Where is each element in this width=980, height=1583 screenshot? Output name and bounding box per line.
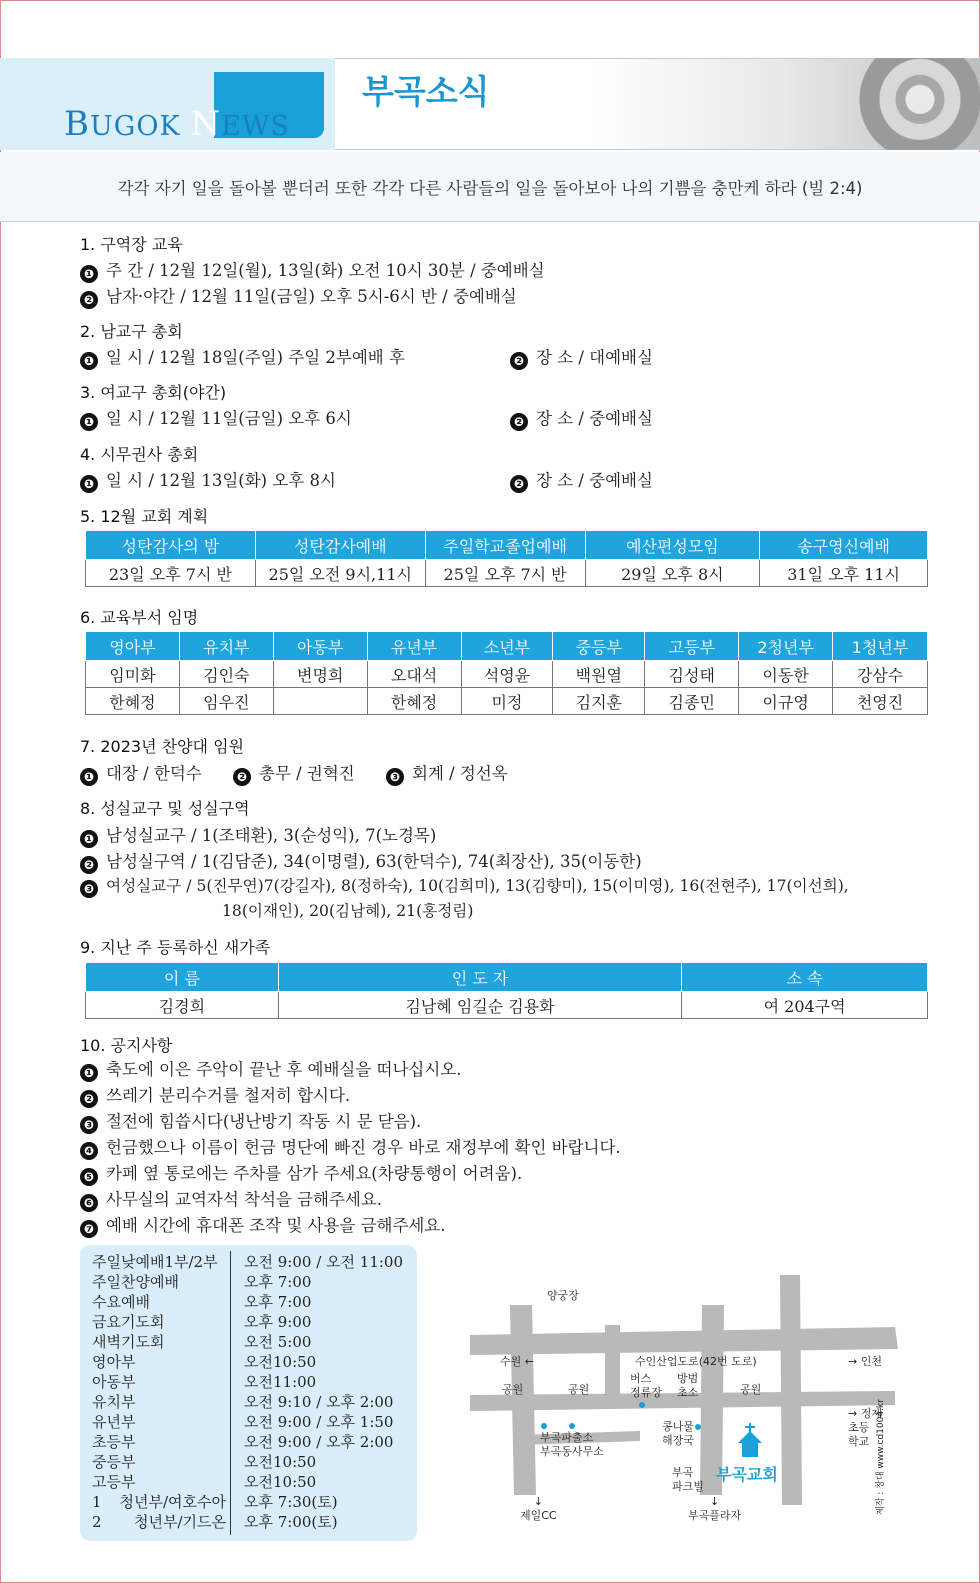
connector-road: [605, 1325, 620, 1395]
table-header-row: [86, 632, 928, 661]
december-plan-table: [85, 530, 928, 587]
section-8-line-2: ❷ 남성실구역 / 1(김담준), 34(이명렬), 63(한덕수), 74(최장산), 35(이동한): [80, 848, 642, 874]
section-2-line-2: ❷ 장 소 / 대예배실: [510, 344, 653, 370]
table-header-cell: 2청년부: [739, 632, 833, 661]
table-header-cell: 성탄감사예배: [255, 531, 425, 560]
table-header-cell: 1청년부: [833, 632, 928, 661]
section-2-line-1: ❶ 일 시 / 12월 18일(주일) 주일 2부예배 후: [80, 344, 405, 370]
section-8-line-4: 18(이재인), 20(김남혜), 21(홍정림): [222, 902, 474, 920]
table-cell: 임우진: [179, 688, 273, 715]
table-cell: 김경희: [86, 992, 279, 1019]
section-10-title: 10. 공지사항: [80, 1036, 173, 1055]
notice-item: ❶ 축도에 이은 주악이 끝난 후 예배실을 떠나십시오.: [80, 1056, 462, 1082]
map-label: 부곡 파크빌: [672, 1466, 704, 1493]
education-dept-table: [85, 631, 928, 715]
section-8-line-3: ❸ 여성실교구 / 5(진무연)7(강길자), 8(정하숙), 10(김희미), 13(김향미), 15(이미영), 16(전현주), 17(이선희),: [80, 874, 849, 898]
map-label: 부곡파출소 부곡동사무소: [540, 1431, 604, 1458]
table-row: [86, 688, 928, 715]
map-label: 공원: [568, 1383, 590, 1396]
section-1-line-1: ❶ 주 간 / 12월 12일(월), 13일(화) 오전 10시 30분 / 중예배실: [80, 257, 545, 283]
table-cell: 김성태: [645, 661, 739, 688]
notice-item: ❼ 예배 시간에 휴대폰 조작 및 사용을 금해주세요.: [80, 1212, 446, 1238]
table-header-cell: 고등부: [645, 632, 739, 661]
table-header-cell: 소년부: [461, 632, 553, 661]
map-label: → 인천: [848, 1355, 882, 1368]
table-cell: 임미화: [86, 661, 180, 688]
section-1-line-2: ❷ 남자·야간 / 12월 11일(금일) 오후 5시-6시 반 / 중예배실: [80, 283, 517, 309]
notice-item: ❹ 헌금했으나 이름이 헌금 명단에 빠진 경우 바로 재정부에 확인 바랍니다.: [80, 1134, 621, 1160]
notice-item: ❺ 카페 옆 통로에는 주차를 삼가 주세요(차량통행이 어려움).: [80, 1160, 522, 1186]
table-cell: 여 204구역: [682, 992, 928, 1019]
right-road: [780, 1275, 802, 1505]
table-cell: 변명희: [273, 661, 367, 688]
table-header-cell: 주일학교졸업예배: [425, 531, 585, 560]
table-header-cell: 인 도 자: [278, 963, 682, 992]
worship-schedule-box: 주일낮예배1부/2부 오전 9:00 / 오전 11:00 주일찬양예배 오후 7:00 수요예배 오후 7:00 금요기도회 오후 9:00 새벽기도회 오전 5:00 영아부 오전10:50 아동부 오전11:00 유치부 오전 9:10 / 오후 2:00 유년부 오전 9:00 / 오후 1:50 초등부 오전 9:00 / 오후 2:00 중등부 오전10:50 고등부 오전10:50 1 청년부/여호수아 오후 7:30(토) 2 청년부/기드온 오후 7:00(토): [80, 1245, 417, 1541]
section-9-title: 9. 지난 주 등록하신 새가족: [80, 938, 271, 957]
police-dot: [541, 1423, 547, 1429]
section-3-line-2: ❷ 장 소 / 중예배실: [510, 405, 653, 431]
section-8-line-1: ❶ 남성실교구 / 1(조태환), 3(순성익), 7(노경목): [80, 822, 436, 848]
table-row: [86, 560, 928, 587]
table-cell: 천영진: [833, 688, 928, 715]
section-6-title: 6. 교육부서 임명: [80, 608, 199, 627]
map-credit: 제작 : 창대 www.cd1004.kr: [876, 1399, 886, 1515]
office-dot: [569, 1423, 575, 1429]
table-header-cell: 영아부: [86, 632, 180, 661]
section-5-title: 5. 12월 교회 계획: [80, 507, 209, 526]
left-road: [510, 1305, 536, 1495]
table-cell: 김남혜 임길순 김용화: [278, 992, 682, 1019]
bus-stop-dot: [639, 1402, 645, 1408]
table-cell: 김인숙: [179, 661, 273, 688]
notice-item: ❻ 사무실의 교역자석 착석을 금해주세요.: [80, 1186, 382, 1212]
map-label: 수인산업도로(42번 도로): [635, 1355, 757, 1368]
notice-item: ❷ 쓰레기 분리수거를 철저히 합시다.: [80, 1082, 350, 1108]
table-cell: [273, 688, 367, 715]
table-header-cell: 이 름: [86, 963, 279, 992]
restaurant-dot: [695, 1424, 701, 1430]
table-header-cell: 예산편성모임: [585, 531, 760, 560]
table-cell: 백원열: [553, 661, 645, 688]
table-cell: 김지훈: [553, 688, 645, 715]
table-cell: 이동한: [739, 661, 833, 688]
table-cell: 미정: [461, 688, 553, 715]
section-7-title: 7. 2023년 찬양대 임원: [80, 737, 244, 756]
table-header-row: [86, 531, 928, 560]
section-4-line-2: ❷ 장 소 / 중예배실: [510, 467, 653, 493]
map-label: 콩나물 해장국: [662, 1420, 694, 1447]
page-title: 부곡소식: [362, 72, 490, 111]
table-row: [86, 661, 928, 688]
map-label: 방범 초소: [677, 1372, 699, 1399]
section-1-title: 1. 구역장 교육: [80, 235, 183, 254]
map-label: → 정재 초등 학교: [848, 1407, 882, 1448]
map-label: 공원: [502, 1383, 524, 1396]
map-label: 버스 정류장: [630, 1372, 662, 1399]
section-7-line: ❶ 대장 / 한덕수 ❷ 총무 / 권혁진 ❸ 회계 / 정선옥: [80, 760, 508, 786]
section-3-line-1: ❶ 일 시 / 12월 11일(금일) 오후 6시: [80, 405, 352, 431]
table-header-cell: 소 속: [682, 963, 928, 992]
bible-verse: 각각 자기 일을 돌아볼 뿐더러 또한 각각 다른 사람들의 일을 돌아보아 나의 기쁨을 충만케 하라 (빌 2:4): [117, 179, 863, 198]
table-row: [86, 992, 928, 1019]
table-cell: 한혜정: [86, 688, 180, 715]
new-family-table: [85, 962, 928, 1019]
section-8-title: 8. 성실교구 및 성실구역: [80, 799, 250, 818]
table-cell: 이규영: [739, 688, 833, 715]
church-label: 부곡교회: [716, 1465, 778, 1484]
table-header-cell: 성탄감사의 밤: [86, 531, 256, 560]
schedule-divider: [230, 1251, 231, 1535]
table-cell: 오대석: [367, 661, 461, 688]
table-cell: 25일 오후 7시 반: [425, 560, 585, 587]
table-cell: 25일 오전 9시,11시: [255, 560, 425, 587]
church-icon: [738, 1423, 762, 1457]
table-header-cell: 아동부: [273, 632, 367, 661]
map-label: 양궁장: [547, 1289, 579, 1302]
bugok-news-logo: BUGOK NEWS: [64, 104, 290, 144]
map-label: ↓ 제일CC: [520, 1495, 557, 1522]
table-cell: 29일 오후 8시: [585, 560, 760, 587]
table-cell: 석영윤: [461, 661, 553, 688]
map-label: 공원: [740, 1383, 762, 1396]
table-header-cell: 유년부: [367, 632, 461, 661]
notice-item: ❸ 절전에 힘씁시다(냉난방기 작동 시 문 닫음).: [80, 1108, 421, 1134]
section-3-title: 3. 여교구 총회(야간): [80, 383, 227, 402]
map-label: ↓ 부곡플라자: [688, 1495, 742, 1522]
table-header-row: [86, 963, 928, 992]
map-label: 수원 ←: [500, 1355, 534, 1368]
table-header-cell: 송구영신예배: [760, 531, 928, 560]
church-location-map: [440, 1245, 940, 1545]
table-header-cell: 중등부: [553, 632, 645, 661]
table-cell: 23일 오후 7시 반: [86, 560, 256, 587]
section-4-title: 4. 시무권사 총회: [80, 445, 199, 464]
main-road: [470, 1327, 898, 1355]
table-header-cell: 유치부: [179, 632, 273, 661]
table-cell: 31일 오후 11시: [760, 560, 928, 587]
stone-illustration: [830, 58, 980, 150]
table-cell: 김종민: [645, 688, 739, 715]
section-4-line-1: ❶ 일 시 / 12월 13일(화) 오후 8시: [80, 467, 336, 493]
table-cell: 한혜정: [367, 688, 461, 715]
section-2-title: 2. 남교구 총회: [80, 322, 183, 341]
table-cell: 강삼수: [833, 661, 928, 688]
